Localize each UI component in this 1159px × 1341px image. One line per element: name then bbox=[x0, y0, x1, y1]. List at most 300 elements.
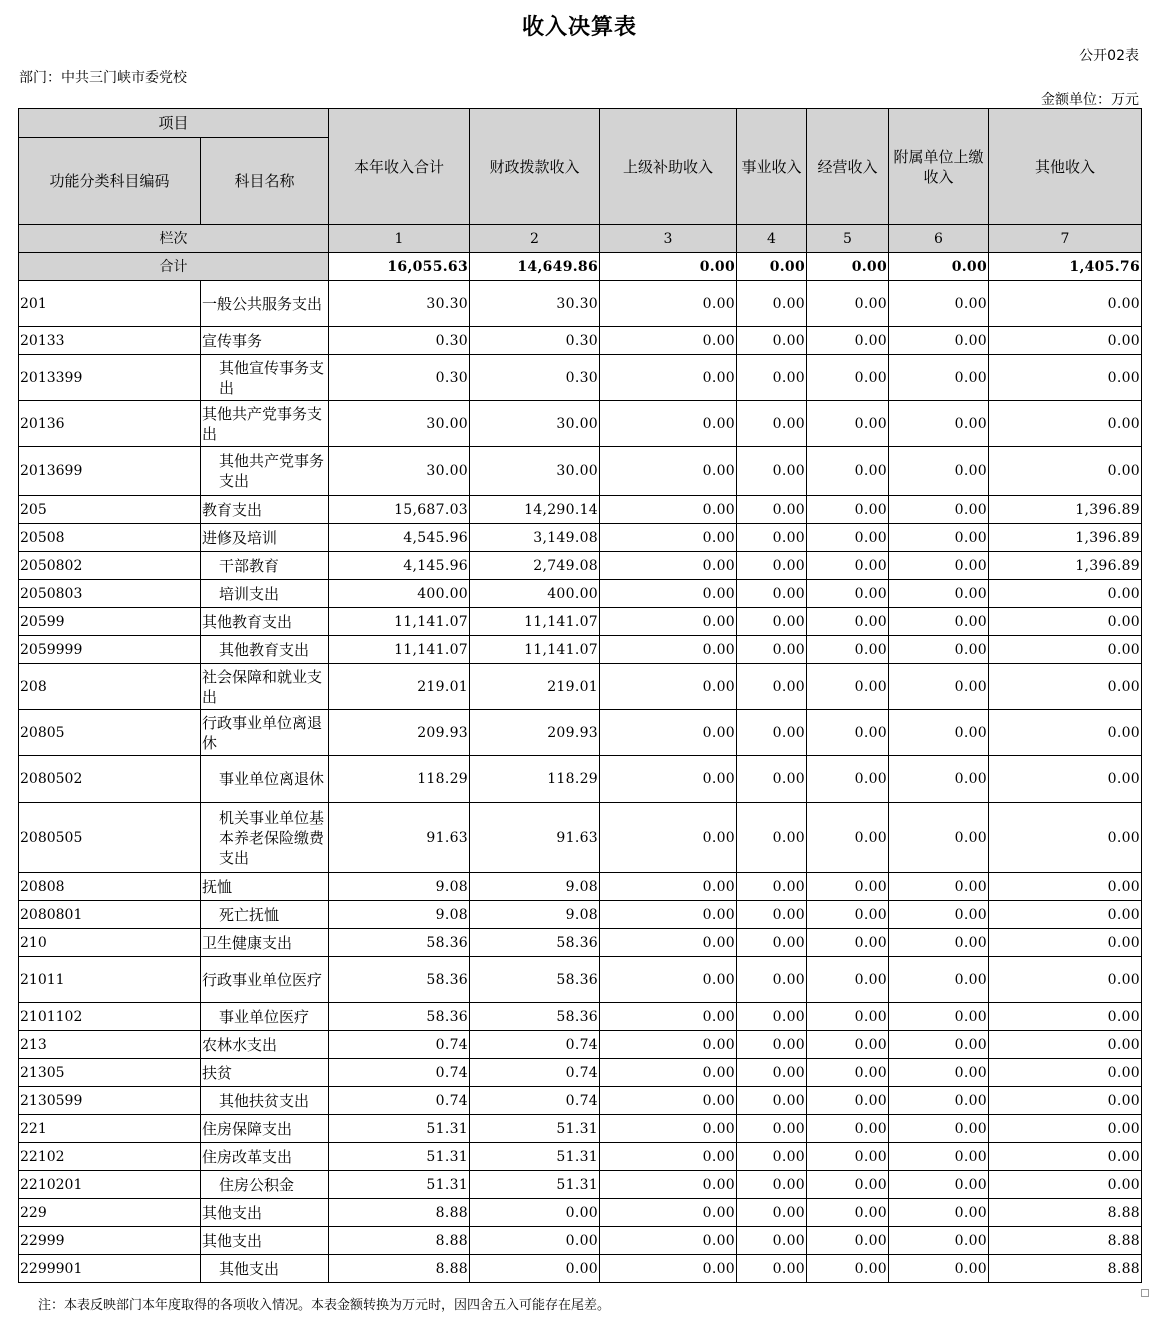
row-value: 0.00 bbox=[807, 580, 889, 608]
table-row bbox=[19, 873, 1142, 901]
row-value: 0.00 bbox=[600, 580, 737, 608]
row-value: 51.31 bbox=[470, 1171, 600, 1199]
table-body bbox=[19, 281, 1142, 1283]
row-value: 0.00 bbox=[889, 1171, 989, 1199]
header-col-5: 经营收入 bbox=[807, 109, 889, 225]
row-value: 0.00 bbox=[989, 1031, 1142, 1059]
row-value: 0.00 bbox=[737, 281, 807, 327]
row-value: 0.30 bbox=[470, 355, 600, 401]
table-row bbox=[19, 1087, 1142, 1115]
row-value: 0.00 bbox=[807, 710, 889, 756]
row-value: 0.00 bbox=[600, 1031, 737, 1059]
row-value: 0.00 bbox=[807, 355, 889, 401]
row-value: 0.00 bbox=[807, 1059, 889, 1087]
form-number: 公开02表 bbox=[1079, 48, 1139, 64]
row-value: 0.00 bbox=[807, 1003, 889, 1031]
row-value: 0.00 bbox=[737, 957, 807, 1003]
row-value: 0.00 bbox=[737, 447, 807, 496]
row-name: 社会保障和就业支出 bbox=[201, 664, 329, 710]
row-value: 0.00 bbox=[889, 929, 989, 957]
row-value: 58.36 bbox=[329, 957, 470, 1003]
total-value: 0.00 bbox=[737, 253, 807, 281]
row-value: 0.00 bbox=[989, 664, 1142, 710]
row-code: 229 bbox=[19, 1199, 201, 1227]
row-value: 0.00 bbox=[889, 901, 989, 929]
row-code: 2130599 bbox=[19, 1087, 201, 1115]
header-col-2: 财政拨款收入 bbox=[470, 109, 600, 225]
table-row bbox=[19, 1003, 1142, 1031]
row-value: 0.00 bbox=[889, 1003, 989, 1031]
row-value: 0.00 bbox=[600, 447, 737, 496]
footnote: 注：本表反映部门本年度取得的各项收入情况。本表金额转换为万元时，因四舍五入可能存在尾差。 bbox=[38, 1298, 611, 1313]
total-value: 16,055.63 bbox=[329, 253, 470, 281]
row-value: 0.30 bbox=[470, 327, 600, 355]
row-value: 91.63 bbox=[329, 803, 470, 873]
row-value: 0.00 bbox=[807, 1143, 889, 1171]
row-code: 2101102 bbox=[19, 1003, 201, 1031]
row-value: 0.00 bbox=[600, 710, 737, 756]
row-value: 0.00 bbox=[889, 608, 989, 636]
row-name: 农林水支出 bbox=[201, 1031, 329, 1059]
table-row bbox=[19, 1115, 1142, 1143]
row-value: 2,749.08 bbox=[470, 552, 600, 580]
row-value: 0.00 bbox=[470, 1227, 600, 1255]
row-code: 2050803 bbox=[19, 580, 201, 608]
row-value: 400.00 bbox=[329, 580, 470, 608]
row-name: 住房改革支出 bbox=[201, 1143, 329, 1171]
row-name: 干部教育 bbox=[201, 552, 329, 580]
row-value: 0.00 bbox=[600, 1003, 737, 1031]
row-value: 0.00 bbox=[600, 1087, 737, 1115]
table-row bbox=[19, 957, 1142, 1003]
row-value: 0.00 bbox=[470, 1199, 600, 1227]
row-value: 0.00 bbox=[737, 355, 807, 401]
table-row bbox=[19, 1199, 1142, 1227]
row-value: 1,396.89 bbox=[989, 524, 1142, 552]
row-value: 0.00 bbox=[737, 1059, 807, 1087]
column-number: 6 bbox=[889, 225, 989, 253]
row-value: 0.00 bbox=[889, 1255, 989, 1283]
row-value: 0.00 bbox=[889, 496, 989, 524]
row-value: 0.00 bbox=[807, 1031, 889, 1059]
department-label: 部门：中共三门峡市委党校 bbox=[19, 70, 187, 86]
row-code: 2299901 bbox=[19, 1255, 201, 1283]
row-value: 0.00 bbox=[807, 1115, 889, 1143]
row-value: 0.00 bbox=[600, 1171, 737, 1199]
row-name: 其他共产党事务支出 bbox=[201, 447, 329, 496]
row-code: 2013699 bbox=[19, 447, 201, 496]
row-value: 0.00 bbox=[737, 608, 807, 636]
row-name: 培训支出 bbox=[201, 580, 329, 608]
row-value: 0.00 bbox=[600, 281, 737, 327]
row-value: 0.00 bbox=[989, 1143, 1142, 1171]
row-name: 其他共产党事务支出 bbox=[201, 401, 329, 447]
row-value: 0.00 bbox=[889, 636, 989, 664]
row-name: 其他扶贫支出 bbox=[201, 1087, 329, 1115]
table-row bbox=[19, 1255, 1142, 1283]
header-item: 项目 bbox=[19, 109, 329, 138]
row-value: 0.00 bbox=[807, 524, 889, 552]
row-value: 0.00 bbox=[889, 552, 989, 580]
row-code: 20508 bbox=[19, 524, 201, 552]
row-value: 0.74 bbox=[470, 1059, 600, 1087]
table-row bbox=[19, 1227, 1142, 1255]
table-row bbox=[19, 1143, 1142, 1171]
row-value: 0.00 bbox=[600, 1199, 737, 1227]
row-value: 0.00 bbox=[737, 1227, 807, 1255]
table-row bbox=[19, 608, 1142, 636]
row-value: 0.00 bbox=[737, 1255, 807, 1283]
row-code: 22999 bbox=[19, 1227, 201, 1255]
row-value: 0.00 bbox=[600, 957, 737, 1003]
row-value: 0.00 bbox=[600, 1059, 737, 1087]
row-name: 机关事业单位基本养老保险缴费支出 bbox=[201, 803, 329, 873]
row-value: 0.74 bbox=[329, 1031, 470, 1059]
row-name: 其他宣传事务支出 bbox=[201, 355, 329, 401]
header-col-3: 上级补助收入 bbox=[600, 109, 737, 225]
row-name: 行政事业单位离退休 bbox=[201, 710, 329, 756]
column-number: 7 bbox=[989, 225, 1142, 253]
row-value: 58.36 bbox=[329, 929, 470, 957]
row-value: 0.00 bbox=[889, 756, 989, 803]
row-value: 9.08 bbox=[470, 873, 600, 901]
row-value: 0.00 bbox=[989, 327, 1142, 355]
row-value: 0.00 bbox=[989, 580, 1142, 608]
row-value: 0.00 bbox=[600, 608, 737, 636]
column-number: 3 bbox=[600, 225, 737, 253]
row-value: 0.00 bbox=[737, 1087, 807, 1115]
row-value: 0.00 bbox=[889, 1115, 989, 1143]
total-value: 14,649.86 bbox=[470, 253, 600, 281]
income-table bbox=[18, 108, 1142, 1283]
row-value: 0.00 bbox=[600, 496, 737, 524]
row-value: 0.00 bbox=[889, 957, 989, 1003]
row-value: 0.00 bbox=[807, 1171, 889, 1199]
row-name: 其他支出 bbox=[201, 1255, 329, 1283]
row-name: 其他支出 bbox=[201, 1199, 329, 1227]
table-row bbox=[19, 901, 1142, 929]
row-value: 11,141.07 bbox=[470, 608, 600, 636]
row-value: 0.00 bbox=[737, 552, 807, 580]
row-value: 0.00 bbox=[889, 524, 989, 552]
row-code: 2080505 bbox=[19, 803, 201, 873]
row-value: 51.31 bbox=[329, 1143, 470, 1171]
table-row bbox=[19, 552, 1142, 580]
row-value: 0.00 bbox=[889, 803, 989, 873]
row-name: 住房公积金 bbox=[201, 1171, 329, 1199]
row-code: 208 bbox=[19, 664, 201, 710]
row-value: 0.00 bbox=[889, 1227, 989, 1255]
row-code: 21011 bbox=[19, 957, 201, 1003]
row-value: 0.00 bbox=[989, 957, 1142, 1003]
row-value: 9.08 bbox=[329, 901, 470, 929]
table-row bbox=[19, 1171, 1142, 1199]
row-value: 0.00 bbox=[600, 524, 737, 552]
header-func-code: 功能分类科目编码 bbox=[19, 138, 201, 225]
table-row bbox=[19, 524, 1142, 552]
header-col-7: 其他收入 bbox=[989, 109, 1142, 225]
row-name: 卫生健康支出 bbox=[201, 929, 329, 957]
row-value: 8.88 bbox=[329, 1255, 470, 1283]
unit-label: 金额单位：万元 bbox=[1041, 92, 1139, 108]
row-name: 其他教育支出 bbox=[201, 636, 329, 664]
header-col-6: 附属单位上缴收入 bbox=[889, 109, 989, 225]
row-value: 1,396.89 bbox=[989, 552, 1142, 580]
row-value: 0.00 bbox=[600, 1115, 737, 1143]
row-value: 0.00 bbox=[989, 710, 1142, 756]
row-value: 0.00 bbox=[600, 873, 737, 901]
row-value: 0.00 bbox=[600, 756, 737, 803]
table-row bbox=[19, 710, 1142, 756]
row-value: 0.00 bbox=[470, 1255, 600, 1283]
row-code: 201 bbox=[19, 281, 201, 327]
row-value: 0.00 bbox=[807, 636, 889, 664]
row-value: 0.00 bbox=[989, 1115, 1142, 1143]
row-value: 0.00 bbox=[889, 710, 989, 756]
table-row bbox=[19, 327, 1142, 355]
row-value: 0.00 bbox=[807, 803, 889, 873]
row-value: 0.00 bbox=[600, 1255, 737, 1283]
header-col-1: 本年收入合计 bbox=[329, 109, 470, 225]
row-value: 0.00 bbox=[889, 1087, 989, 1115]
row-value: 0.00 bbox=[989, 401, 1142, 447]
row-value: 0.00 bbox=[807, 496, 889, 524]
row-value: 0.00 bbox=[737, 873, 807, 901]
row-value: 0.00 bbox=[889, 1143, 989, 1171]
row-code: 20808 bbox=[19, 873, 201, 901]
header-col-4: 事业收入 bbox=[737, 109, 807, 225]
row-value: 0.00 bbox=[807, 327, 889, 355]
total-value: 1,405.76 bbox=[989, 253, 1142, 281]
column-number: 4 bbox=[737, 225, 807, 253]
row-value: 0.00 bbox=[889, 1059, 989, 1087]
row-value: 0.00 bbox=[737, 524, 807, 552]
row-value: 58.36 bbox=[470, 929, 600, 957]
table-row bbox=[19, 355, 1142, 401]
row-value: 0.00 bbox=[989, 803, 1142, 873]
row-value: 0.00 bbox=[989, 281, 1142, 327]
row-value: 0.00 bbox=[807, 608, 889, 636]
table-row bbox=[19, 580, 1142, 608]
row-value: 8.88 bbox=[989, 1227, 1142, 1255]
row-name: 死亡抚恤 bbox=[201, 901, 329, 929]
row-value: 11,141.07 bbox=[329, 608, 470, 636]
table-row bbox=[19, 1059, 1142, 1087]
row-value: 0.00 bbox=[807, 401, 889, 447]
row-value: 0.00 bbox=[989, 1087, 1142, 1115]
row-value: 0.00 bbox=[989, 873, 1142, 901]
table-row bbox=[19, 664, 1142, 710]
row-value: 0.00 bbox=[737, 1115, 807, 1143]
total-value: 0.00 bbox=[600, 253, 737, 281]
row-code: 20136 bbox=[19, 401, 201, 447]
row-value: 0.00 bbox=[889, 401, 989, 447]
table-row bbox=[19, 447, 1142, 496]
row-value: 0.00 bbox=[989, 929, 1142, 957]
row-value: 11,141.07 bbox=[329, 636, 470, 664]
row-value: 58.36 bbox=[470, 1003, 600, 1031]
column-number: 2 bbox=[470, 225, 600, 253]
row-value: 0.00 bbox=[807, 281, 889, 327]
row-value: 0.30 bbox=[329, 355, 470, 401]
row-value: 0.00 bbox=[737, 327, 807, 355]
row-value: 4,145.96 bbox=[329, 552, 470, 580]
row-value: 11,141.07 bbox=[470, 636, 600, 664]
row-value: 3,149.08 bbox=[470, 524, 600, 552]
row-value: 0.00 bbox=[600, 327, 737, 355]
row-value: 0.00 bbox=[889, 327, 989, 355]
row-value: 0.00 bbox=[989, 901, 1142, 929]
row-value: 0.00 bbox=[737, 664, 807, 710]
row-name: 抚恤 bbox=[201, 873, 329, 901]
row-code: 2210201 bbox=[19, 1171, 201, 1199]
row-name: 事业单位离退休 bbox=[201, 756, 329, 803]
row-value: 0.00 bbox=[600, 901, 737, 929]
row-value: 0.00 bbox=[600, 355, 737, 401]
row-value: 8.88 bbox=[989, 1255, 1142, 1283]
row-value: 209.93 bbox=[329, 710, 470, 756]
row-value: 0.00 bbox=[737, 1143, 807, 1171]
row-value: 0.00 bbox=[889, 580, 989, 608]
table-row bbox=[19, 803, 1142, 873]
row-name: 住房保障支出 bbox=[201, 1115, 329, 1143]
row-value: 0.00 bbox=[737, 496, 807, 524]
row-value: 4,545.96 bbox=[329, 524, 470, 552]
row-value: 0.00 bbox=[807, 957, 889, 1003]
row-code: 20805 bbox=[19, 710, 201, 756]
row-value: 0.00 bbox=[807, 756, 889, 803]
row-value: 0.00 bbox=[807, 664, 889, 710]
row-value: 219.01 bbox=[329, 664, 470, 710]
table-row bbox=[19, 1031, 1142, 1059]
table-row bbox=[19, 401, 1142, 447]
row-value: 0.00 bbox=[989, 636, 1142, 664]
header-column-label: 栏次 bbox=[19, 225, 329, 253]
row-value: 0.00 bbox=[889, 664, 989, 710]
row-value: 51.31 bbox=[329, 1115, 470, 1143]
row-code: 221 bbox=[19, 1115, 201, 1143]
row-code: 2080801 bbox=[19, 901, 201, 929]
row-code: 205 bbox=[19, 496, 201, 524]
row-value: 8.88 bbox=[989, 1199, 1142, 1227]
row-value: 0.00 bbox=[989, 355, 1142, 401]
row-value: 0.00 bbox=[807, 1227, 889, 1255]
column-number: 1 bbox=[329, 225, 470, 253]
row-value: 0.74 bbox=[329, 1087, 470, 1115]
row-value: 0.00 bbox=[737, 1031, 807, 1059]
row-value: 51.31 bbox=[329, 1171, 470, 1199]
row-value: 1,396.89 bbox=[989, 496, 1142, 524]
row-value: 118.29 bbox=[329, 756, 470, 803]
row-value: 51.31 bbox=[470, 1115, 600, 1143]
row-value: 0.00 bbox=[600, 1143, 737, 1171]
row-code: 210 bbox=[19, 929, 201, 957]
table-row bbox=[19, 496, 1142, 524]
row-value: 30.00 bbox=[329, 447, 470, 496]
row-value: 30.30 bbox=[329, 281, 470, 327]
row-value: 30.00 bbox=[329, 401, 470, 447]
row-value: 0.00 bbox=[737, 929, 807, 957]
row-value: 0.00 bbox=[807, 552, 889, 580]
total-value: 0.00 bbox=[889, 253, 989, 281]
row-value: 0.00 bbox=[807, 1199, 889, 1227]
row-value: 0.00 bbox=[807, 447, 889, 496]
header-subject-name: 科目名称 bbox=[201, 138, 329, 225]
row-value: 0.00 bbox=[737, 710, 807, 756]
row-value: 9.08 bbox=[470, 901, 600, 929]
row-value: 0.00 bbox=[600, 929, 737, 957]
row-value: 0.00 bbox=[889, 1199, 989, 1227]
resize-handle bbox=[1141, 1289, 1149, 1297]
page-title: 收入决算表 bbox=[521, 15, 637, 40]
row-code: 2059999 bbox=[19, 636, 201, 664]
row-value: 8.88 bbox=[329, 1199, 470, 1227]
row-value: 30.00 bbox=[470, 401, 600, 447]
table-row bbox=[19, 756, 1142, 803]
row-value: 14,290.14 bbox=[470, 496, 600, 524]
row-code: 2050802 bbox=[19, 552, 201, 580]
row-value: 209.93 bbox=[470, 710, 600, 756]
row-value: 0.00 bbox=[737, 636, 807, 664]
row-name: 事业单位医疗 bbox=[201, 1003, 329, 1031]
row-value: 0.00 bbox=[600, 664, 737, 710]
total-value: 0.00 bbox=[807, 253, 889, 281]
row-value: 0.00 bbox=[600, 636, 737, 664]
row-value: 0.00 bbox=[600, 1227, 737, 1255]
row-value: 0.00 bbox=[737, 580, 807, 608]
row-name: 进修及培训 bbox=[201, 524, 329, 552]
row-value: 400.00 bbox=[470, 580, 600, 608]
row-value: 0.00 bbox=[889, 1031, 989, 1059]
row-value: 0.00 bbox=[989, 1003, 1142, 1031]
row-value: 58.36 bbox=[470, 957, 600, 1003]
row-value: 0.00 bbox=[807, 929, 889, 957]
row-name: 其他支出 bbox=[201, 1227, 329, 1255]
row-name: 宣传事务 bbox=[201, 327, 329, 355]
row-code: 20133 bbox=[19, 327, 201, 355]
total-row bbox=[19, 253, 1142, 281]
row-code: 2013399 bbox=[19, 355, 201, 401]
row-name: 其他教育支出 bbox=[201, 608, 329, 636]
row-value: 0.00 bbox=[989, 1171, 1142, 1199]
row-value: 0.00 bbox=[889, 447, 989, 496]
row-value: 0.00 bbox=[989, 447, 1142, 496]
row-value: 0.00 bbox=[889, 355, 989, 401]
table-row bbox=[19, 281, 1142, 327]
row-code: 20599 bbox=[19, 608, 201, 636]
row-value: 30.30 bbox=[470, 281, 600, 327]
row-code: 213 bbox=[19, 1031, 201, 1059]
row-value: 0.00 bbox=[737, 901, 807, 929]
row-name: 教育支出 bbox=[201, 496, 329, 524]
total-label: 合计 bbox=[19, 253, 329, 281]
row-value: 15,687.03 bbox=[329, 496, 470, 524]
row-value: 0.00 bbox=[737, 1171, 807, 1199]
row-value: 0.00 bbox=[807, 1087, 889, 1115]
row-value: 58.36 bbox=[329, 1003, 470, 1031]
row-value: 0.00 bbox=[989, 608, 1142, 636]
row-value: 0.30 bbox=[329, 327, 470, 355]
row-value: 0.00 bbox=[600, 552, 737, 580]
row-value: 9.08 bbox=[329, 873, 470, 901]
row-value: 0.00 bbox=[600, 803, 737, 873]
row-value: 0.00 bbox=[807, 901, 889, 929]
row-value: 118.29 bbox=[470, 756, 600, 803]
row-value: 30.00 bbox=[470, 447, 600, 496]
row-value: 0.00 bbox=[737, 1003, 807, 1031]
row-value: 0.00 bbox=[737, 803, 807, 873]
row-value: 219.01 bbox=[470, 664, 600, 710]
